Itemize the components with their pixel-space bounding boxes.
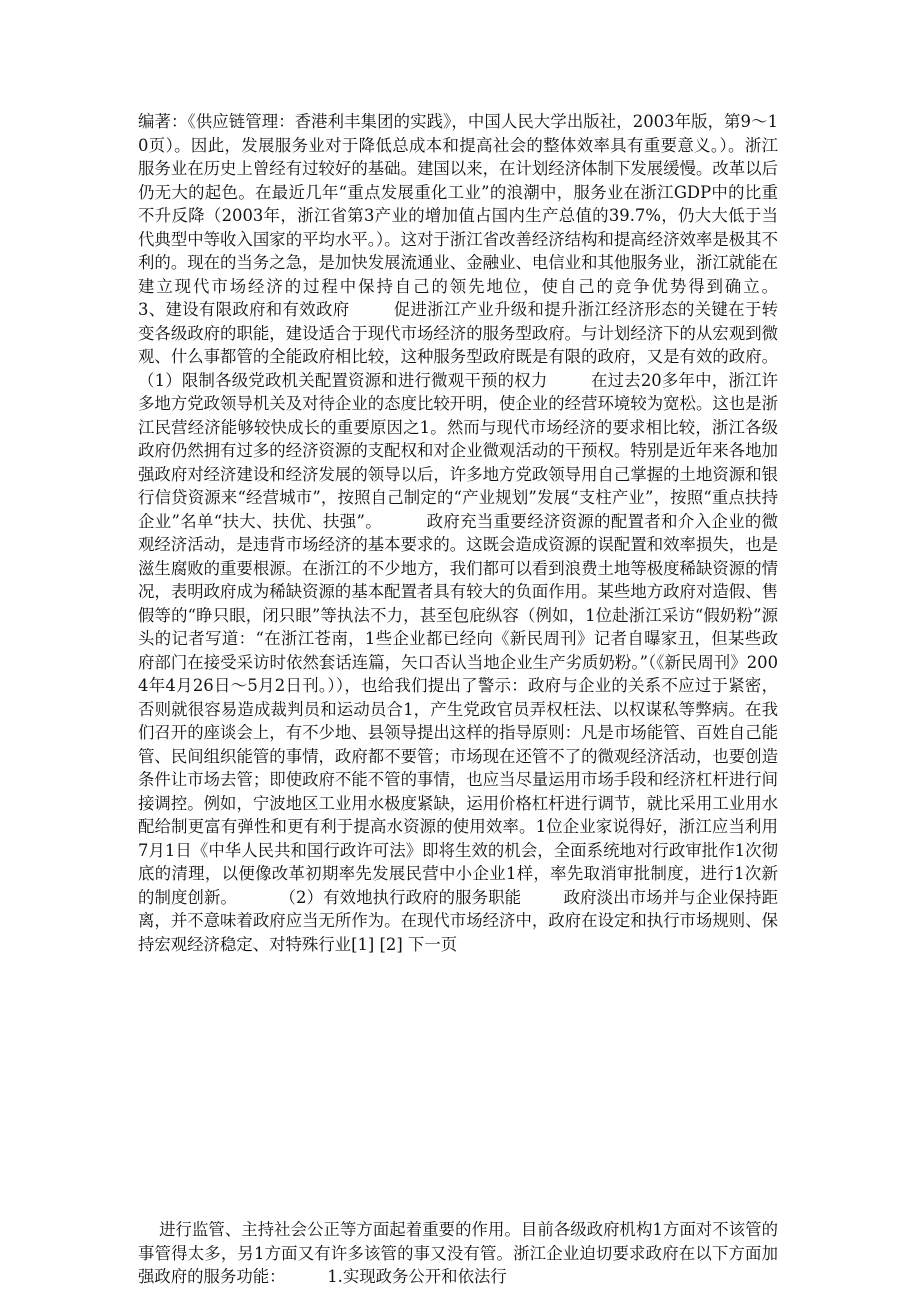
- continuation-paragraph: 进行监管、主持社会公正等方面起着重要的作用。目前各级政府机构1方面对不该管的事管得太多，另1方面又有许多该管的事又没有管。浙江企业迫切要求政府在以下方面加强政府的服务功能： 1.实现政务公开和依法行: [138, 1220, 778, 1286]
- main-paragraph: 编著：《供应链管理：香港利丰集团的实践》，中国人民大学出版社，2003年版，第9～10页）。因此，发展服务业对于降低总成本和提高社会的整体效率具有重要意义。）。浙江服务业在历史上曾经有过较好的基础。建国以来，在计划经济体制下发展缓慢。改革以后仍无大的起色。在最近几年“重点发展重化工业”的浪潮中，服务业在浙江GDP中的比重不升反降（2003年，浙江省第3产业的增加值占国内生产总值的39.7%，仍大大低于当代典型中等收入国家的平均水平。）。这对于浙江省改善经济结构和提高经济效率是极其不利的。现在的当务之急，是加快发展流通业、金融业、电信业和其他服务业，浙江就能在建立现代市场经济的过程中保持自己的领先地位，使自己的竞争优势得到确立。 3、建设有限政府和有效政府 促进浙江产业升级和提升浙江经济形态的关键在于转变各级政府的职能，建设适合于现代市场经济的服务型政府。与计划经济下的从宏观到微观、什么事都管的全能政府相比较，这种服务型政府既是有限的政府，又是有效的政府。 （1）限制各级党政机关配置资源和进行微观干预的权力 在过去20多年中，浙江许多地方党政领导机关及对待企业的态度比较开明，使企业的经营环境较为宽松。这也是浙江民营经济能够较快成长的重要原因之1。然而与现代市场经济的要求相比较，浙江各级政府仍然拥有过多的经济资源的支配权和对企业微观活动的干预权。特别是近年来各地加强政府对经济建设和经济发展的领导以后，许多地方党政领导用自己掌握的土地资源和银行信贷资源来“经营城市”，按照自己制定的“产业规划”发展“支柱产业”，按照“重点扶持企业”名单“扶大、扶优、扶强”。 政府充当重要经济资源的配置者和介入企业的微观经济活动，是违背市场经济的基本要求的。这既会造成资源的误配置和效率损失，也是滋生腐败的重要根源。在浙江的不少地方，我们都可以看到浪费土地等极度稀缺资源的情况，表明政府成为稀缺资源的基本配置者具有较大的负面作用。某些地方政府对造假、售假等的“睁只眼，闭只眼”等执法不力，甚至包庇纵容（例如，1位赴浙江采访“假奶粉”源头的记者写道：“在浙江苍南，1些企业都已经向《新民周刊》记者自曝家丑，但某些政府部门在接受采访时依然套话连篇，矢口否认当地企业生产劣质奶粉。”（《新民周刊》2004年4月26日～5月2日刊。）），也给我们提出了警示：政府与企业的关系不应过于紧密，否则就很容易造成裁判员和运动员合1，产生党政官员弄权枉法、以权谋私等弊病。在我们召开的座谈会上，有不少地、县领导提出这样的指导原则：凡是市场能管、百姓自己能管、民间组织能管的事情，政府都不要管；市场现在还管不了的微观经济活动，也要创造条件让市场去管；即使政府不能不管的事情，也应当尽量运用市场手段和经济杠杆进行间接调控。例如，宁波地区工业用水极度紧缺，运用价格杠杆进行调节，就比采用工业用水配给制更富有弹性和更有利于提高水资源的使用效率。1位企业家说得好，浙江应当利用7月1日《中华人民共和国行政许可法》即将生效的机会，全面系统地对行政审批作1次彻底的清理，以便像改革初期率先发展民营中小企业1样，率先取消审批制度，进行1次新的制度创新。 （2）有效地执行政府的服务职能 政府淡出市场并与企业保持距离，并不意味着政府应当无所作为。在现代市场经济中，政府在设定和执行市场规则、保持宏观经济稳定、对特殊行业[1] [2] 下一页: [138, 112, 820, 954]
